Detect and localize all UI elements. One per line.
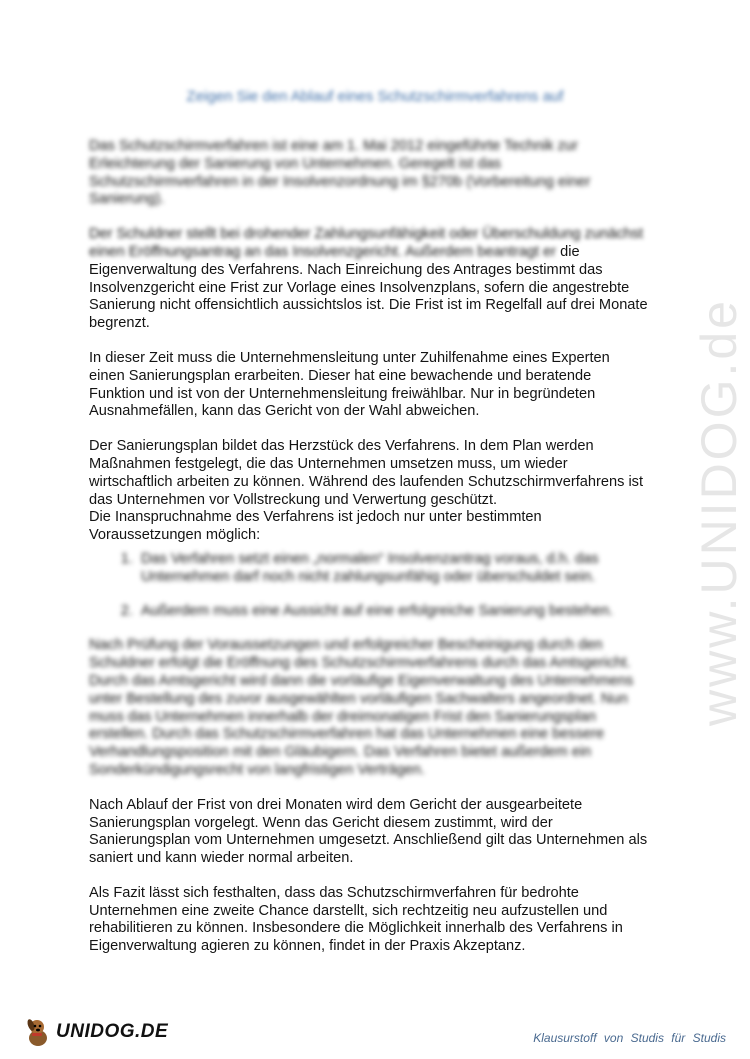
paragraph-intro: Das Schutzschirmverfahren ist eine am 1. Mai 2012 eingeführte Technik zur Erleichterung der Sanierung von Unternehmen. Geregelt ist das Schutzschirmverfahren in der Insolvenzordnung im §270b (Vorbereitung einer Sanierung). xyxy=(89,138,591,208)
paragraph-procedure-clear: die Eigenverwaltung des Verfahrens. Nach Einreichung des Antrages bestimmt das Insolvenzgericht eine Frist zur Vorlage eines Insolvenzplans, sofern die angestrebte Sanierung nicht offensichtlich aussichtslos ist. Die Frist ist im Regelfall auf drei Monate begrenzt. xyxy=(89,243,648,332)
paragraph-opening: Nach Prüfung der Voraussetzungen und erfolgreicher Bescheinigung durch den Schuldner erfolgt die Eröffnung des Schutzschirmverfahrens durch das Amtsgericht. Durch das Amtsgericht wird dann die vorläufige Eigenverwaltung des Unternehmens unter Bestellung des zuvor ausgewählten vorläufigen Sachwalters angeordnet. Nun muss das Unternehmen innerhalb der dreimonatigen Frist den Sanierungsplan erstellen. Durch das Schutzschirmverfahren hat das Unternehmen eine bessere Verhandlungsposition mit den Gläubigern. Das Verfahren bietet außerdem ein Sonderkündigungsrecht von langfristigen Verträgen. xyxy=(89,637,634,778)
paragraph-deadline: Nach Ablauf der Frist von drei Monaten wird dem Gericht der ausgearbeitete Sanierungsplan vorgelegt. Wenn das Gericht diesem zustimmt, wird der Sanierungsplan vom Unternehmen umgesetzt. Anschließend gilt das Unternehmen als saniert und kann wieder normal arbeiten. xyxy=(89,796,648,867)
dog-icon xyxy=(22,1016,52,1048)
requirements-list xyxy=(89,551,649,620)
paragraph-procedure xyxy=(89,226,649,333)
paragraph-conclusion: Als Fazit lässt sich festhalten, dass das Schutzschirmverfahren für bedrohte Unternehmen eine zweite Chance darstellt, sich rechtzeitig neu aufzustellen und rehabilitieren zu können. Insbesondere die Möglichkeit innerhalb des Verfahrens in Eigenverwaltung agieren zu können, findet in der Praxis Akzeptanz. xyxy=(89,884,623,955)
paragraph-procedure-blurred: Der Schuldner stellt bei drohender Zahlungsunfähigkeit oder Überschuldung zunächst einen Eröffnungsantrag an das Insolvenzgericht. Außerdem beantragt er xyxy=(89,226,644,260)
list-item: 1. Das Verfahren setzt einen „normalen“ Insolvenzantrag voraus, d.h. das Unternehmen darf noch nicht zahlungsunfähig oder überschuldet sein. xyxy=(137,551,649,587)
list-item: 2. Außerdem muss eine Aussicht auf eine erfolgreiche Sanierung bestehen. xyxy=(137,603,649,621)
watermark-text: www.UNIDOG.de xyxy=(691,298,747,726)
logo-wordmark: UNIDOG.DE xyxy=(56,1021,169,1042)
document-body xyxy=(89,138,649,973)
unidog-logo xyxy=(22,1014,168,1050)
footer-tagline: Klausurstoff von Studis für Studis xyxy=(533,1031,726,1045)
document-title: Zeigen Sie den Ablauf eines Schutzschirmverfahrens auf xyxy=(186,88,564,105)
paragraph-plan-core: Der Sanierungsplan bildet das Herzstück des Verfahrens. In dem Plan werden Maßnahmen festgelegt, die das Unternehmen umsetzen muss, um wieder wirtschaftlich arbeiten zu können. Während des laufenden Schutzschirmverfahrens ist das Unternehmen vor Vollstreckung und Verwertung geschützt. xyxy=(89,438,644,508)
paragraph-requirements: Die Inanspruchnahme des Verfahrens ist jedoch nur unter bestimmten Voraussetzungen möglich: xyxy=(89,509,542,544)
paragraph-plan-preparation: In dieser Zeit muss die Unternehmensleitung unter Zuhilfenahme eines Experten einen Sanierungsplan erarbeiten. Dieser hat eine bewachende und beratende Funktion und ist von der Unternehmensleitung freiwählbar. Nur in begründeten Ausnahmefällen, kann das Gericht von der Wahl abweichen. xyxy=(89,349,610,420)
